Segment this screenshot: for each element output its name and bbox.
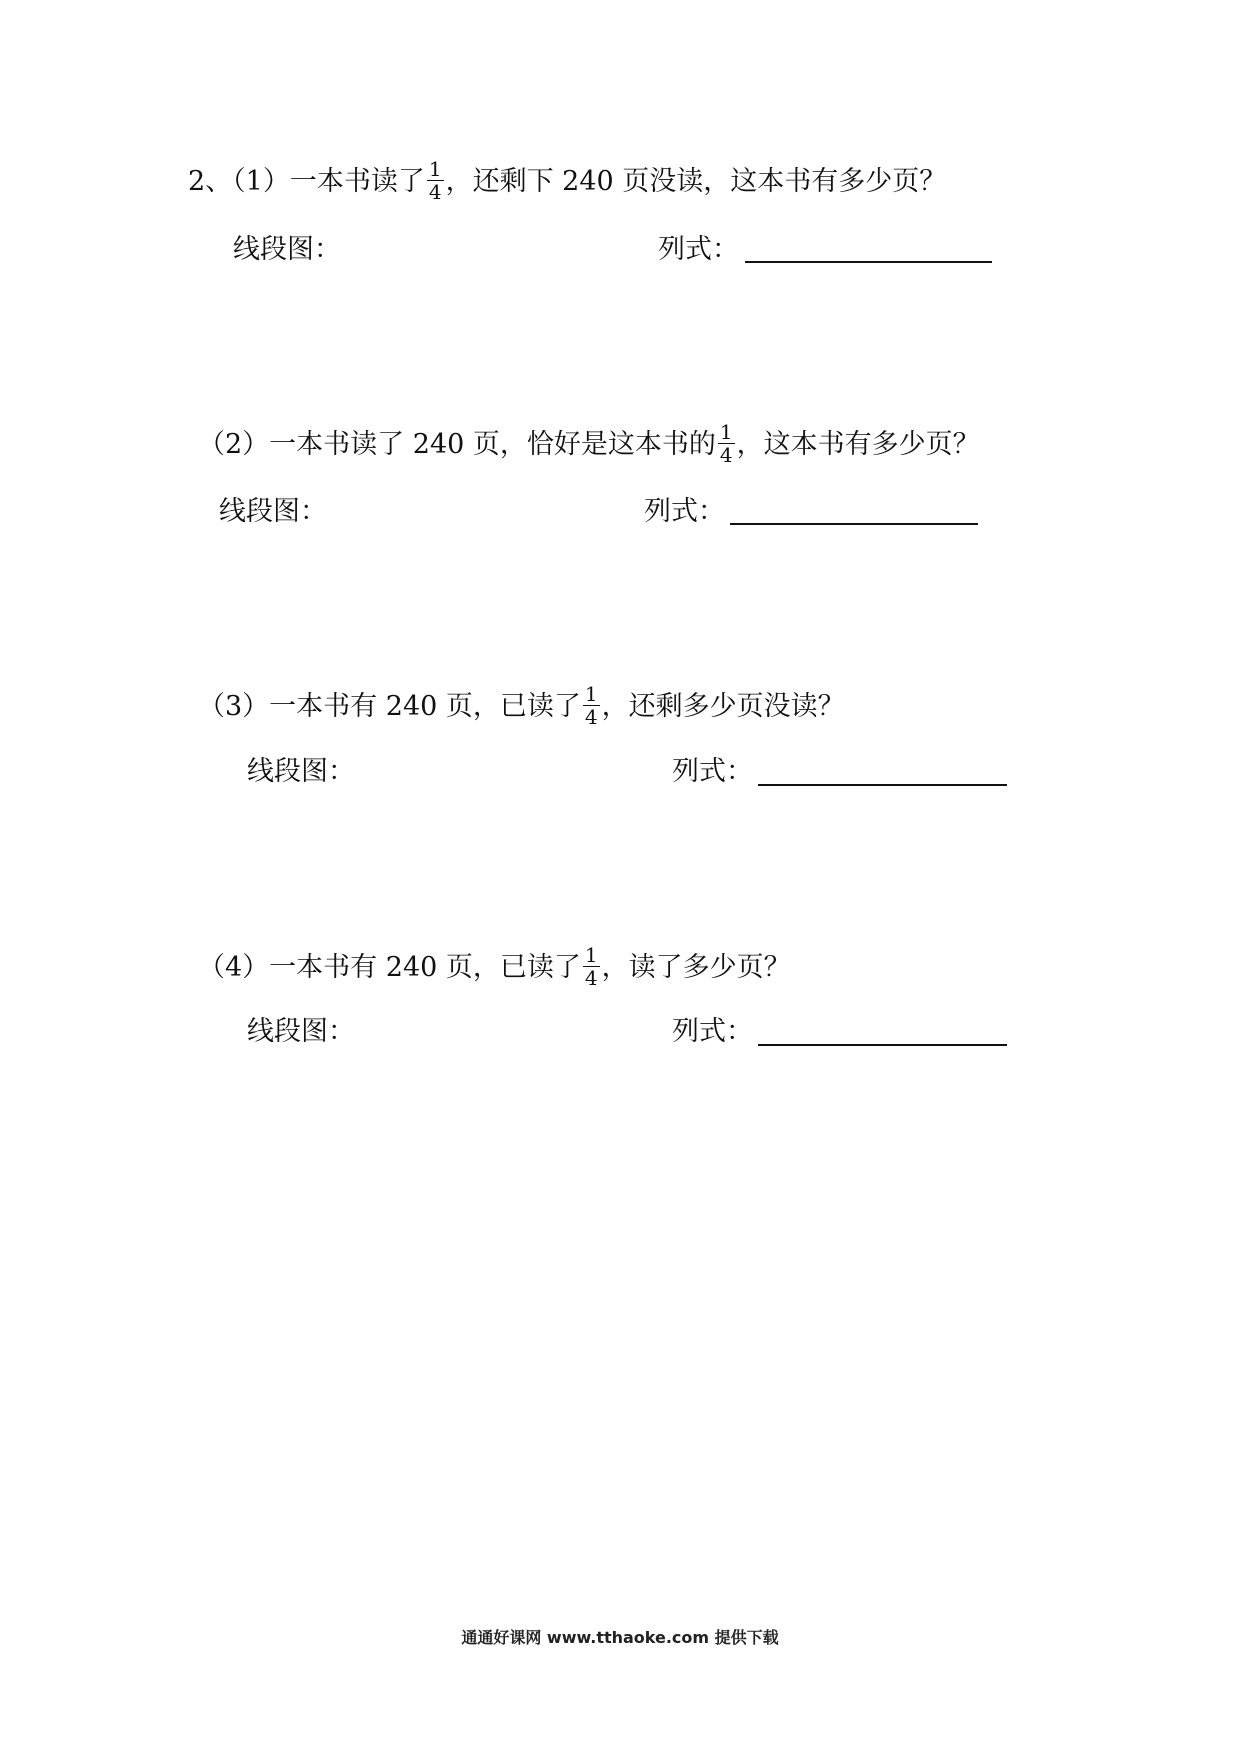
question-4-fraction: $\frac{1}{4}$ [584,943,598,990]
question-3-formula-label: 列式： [672,756,753,787]
question-3-answer-line[interactable] [758,784,1007,786]
question-2-suffix: ，这本书有多少页？ [736,429,980,460]
question-2-diagram-label: 线段图： [219,496,327,527]
question-4-diagram-label: 线段图： [247,1016,355,1047]
question-3-fraction: $\frac{1}{4}$ [584,682,598,729]
question-1-suffix: ，还剩下 240 页没读，这本书有多少页？ [445,166,947,197]
question-1-fraction: $\frac{1}{4}$ [428,157,442,204]
question-2-fraction: $\frac{1}{4}$ [719,420,733,467]
footer-credit: 通通好课网 www.tthaoke.com 提供下载 [461,1628,779,1647]
question-4-suffix: ，读了多少页？ [601,952,791,983]
question-2-prefix: （2）一本书读了 240 页，恰好是这本书的 [198,429,716,460]
question-3-prefix: （3）一本书有 240 页，已读了 [198,691,581,722]
question-4-answer-line[interactable] [758,1044,1007,1046]
question-1-formula-label: 列式： [658,234,739,265]
question-4-prefix: （4）一本书有 240 页，已读了 [198,952,581,983]
question-1-prefix: 2、（1）一本书读了 [188,166,425,197]
question-4-formula-label: 列式： [672,1016,753,1047]
question-1-text [188,157,947,205]
question-2-answer-line[interactable] [730,523,978,525]
question-3-diagram-label: 线段图： [247,756,355,787]
question-1-diagram-label: 线段图： [233,234,341,265]
question-2-formula-label: 列式： [644,496,725,527]
question-2-text [198,420,980,468]
question-4-text [198,943,791,991]
question-3-text [198,682,845,730]
question-1-answer-line[interactable] [745,261,992,263]
question-3-suffix: ，还剩多少页没读？ [601,691,845,722]
